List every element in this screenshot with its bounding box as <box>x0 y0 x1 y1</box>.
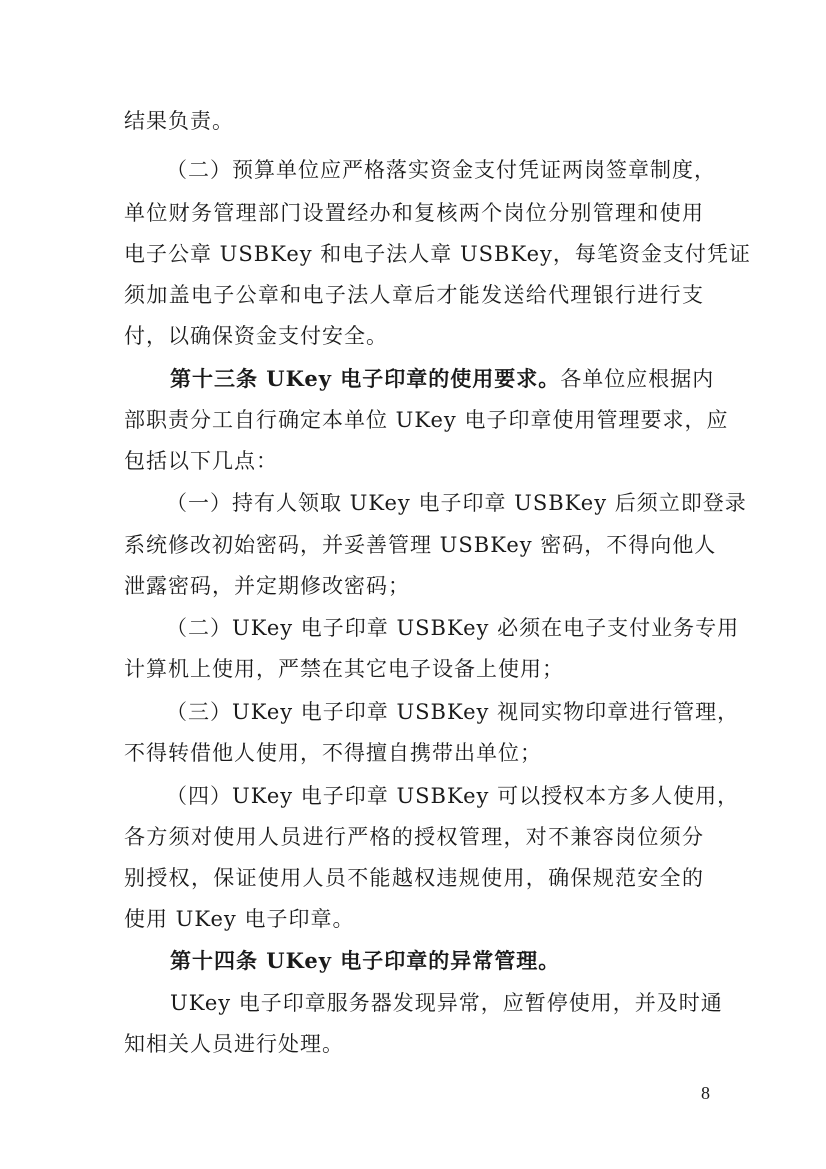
text-line: 电子公章 USBKey 和电子法人章 USBKey，每笔资金支付凭证 <box>124 242 751 266</box>
text-line: 别授权，保证使用人员不能越权违规使用，确保规范安全的 <box>124 866 704 890</box>
text-line: 付，以确保资金支付安全。 <box>124 324 388 348</box>
text-line: 部职责分工自行确定本单位 UKey 电子印章使用管理要求，应 <box>124 408 729 432</box>
text-line: 知相关人员进行处理。 <box>124 1032 344 1056</box>
text-line: （二）UKey 电子印章 USBKey 必须在电子支付业务专用 <box>166 616 740 640</box>
text-line: （四）UKey 电子印章 USBKey 可以授权本方多人使用， <box>166 784 740 808</box>
text-line: 使用 UKey 电子印章。 <box>124 907 355 931</box>
article-13-line <box>170 359 715 399</box>
text-line: 须加盖电子公章和电子法人章后才能发送给代理银行进行支 <box>124 283 704 307</box>
text-line: 泄露密码，并定期修改密码； <box>124 574 410 598</box>
text-line: 不得转借他人使用，不得擅自携带出单位； <box>124 741 542 765</box>
text-line: 计算机上使用，严禁在其它电子设备上使用； <box>124 657 564 681</box>
page-number: 8 <box>701 1083 710 1103</box>
text-line: （二）预算单位应严格落实资金支付凭证两岗签章制度， <box>166 158 716 182</box>
article-heading: 第十三条 UKey 电子印章的使用要求。 <box>170 366 561 391</box>
text-line: 系统修改初始密码，并妥善管理 USBKey 密码，不得向他人 <box>124 533 717 557</box>
text-line: UKey 电子印章服务器发现异常，应暂停使用，并及时通 <box>170 991 723 1015</box>
text-line: 结果负责。 <box>124 109 234 133</box>
text-line: 单位财务管理部门设置经办和复核两个岗位分别管理和使用 <box>124 201 704 225</box>
text-line: （三）UKey 电子印章 USBKey 视同实物印章进行管理， <box>166 700 740 724</box>
article-14-heading: 第十四条 UKey 电子印章的异常管理。 <box>170 948 561 973</box>
text-line: 包括以下几点： <box>124 449 278 473</box>
article-text: 各单位应根据内 <box>560 367 715 391</box>
text-line: 各方须对使用人员进行严格的授权管理，对不兼容岗位须分 <box>124 825 704 849</box>
text-line: （一）持有人领取 UKey 电子印章 USBKey 后须立即登录 <box>166 491 747 515</box>
